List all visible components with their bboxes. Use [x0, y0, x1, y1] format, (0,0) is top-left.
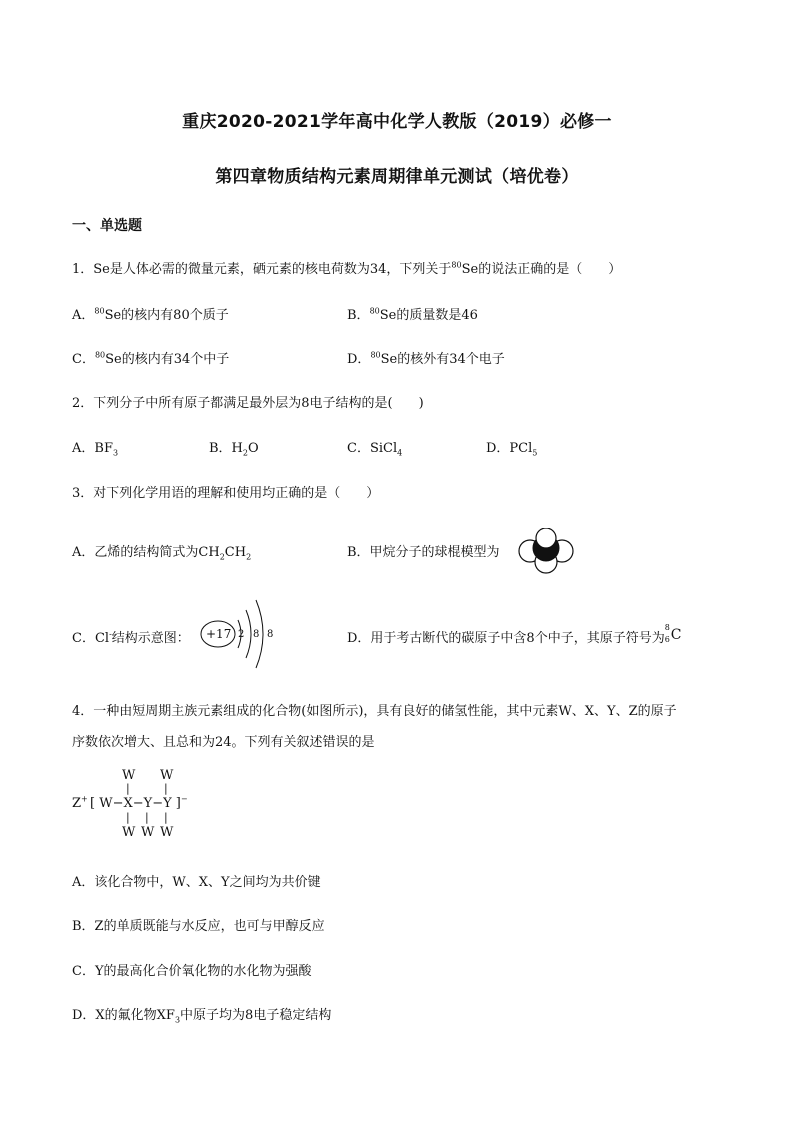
q2-a-sub: 3 [112, 448, 119, 458]
q1-stem-part-b: Se的说法正确的是（ ） [461, 262, 622, 277]
section-heading: 一、单选题 [72, 218, 142, 234]
q3-a-sub2: 2 [246, 552, 252, 562]
q2-c-sub: 4 [397, 448, 403, 458]
q3-c-label: C．Cl [72, 631, 110, 646]
q3-option-b[interactable] [347, 541, 500, 560]
question-4-stem-line2: 序数依次增大、且总和为24。下列有关叙述错误的是 [72, 735, 375, 750]
formula-anion-row: [ W−X−Y−Y ] [90, 796, 181, 811]
q3-option-c[interactable] [72, 627, 190, 646]
formula-z-ion [72, 796, 88, 811]
question-1-stem [72, 258, 621, 277]
q1-b-label: B． [347, 308, 370, 323]
q1-mass-number: 80 [451, 260, 462, 270]
shell-1-count: 2 [238, 629, 245, 640]
page-title-line2: 第四章物质结构元素周期律单元测试（培优卷） [215, 167, 579, 187]
q1-b-sup: 80 [369, 306, 380, 316]
q3-a-mid: CH [224, 545, 247, 560]
formula-bond-top1: | [126, 782, 130, 795]
methane-ball-model-icon [516, 528, 576, 574]
q3-a-sub1: 2 [219, 552, 225, 562]
q4-d-text: D．X的氟化物XF [72, 1008, 175, 1023]
q1-c-label: C． [72, 352, 95, 367]
q2-d-sub: 5 [532, 448, 538, 458]
question-4-stem-line1: 4．一种由短周期主族元素组成的化合物(如图所示)，具有良好的储氢性能，其中元素W、X、Y、Z的原子 [72, 704, 677, 719]
formula-top-w2: W [160, 768, 174, 783]
compound-structure-formula [72, 768, 212, 842]
q2-option-d[interactable] [486, 437, 537, 456]
q3-a-text: A．乙烯的结构简式为CH [72, 545, 220, 560]
q4-option-c[interactable]: C．Y的最高化合价氧化物的水化物为强酸 [72, 964, 312, 979]
q1-c-text: Se的核内有34个中子 [105, 352, 230, 367]
q2-b-tail: O [247, 441, 259, 456]
q4-option-d[interactable] [72, 1004, 331, 1023]
q1-b-text: Se的质量数是46 [379, 308, 478, 323]
question-3-stem: 3．对下列化学用语的理解和使用均正确的是（ ） [72, 486, 380, 501]
formula-anion [90, 796, 188, 811]
formula-bond-bottom1: | [126, 811, 130, 824]
q3-b-text: B．甲烷分子的球棍模型为 [347, 545, 500, 560]
q2-b-sub: 2 [242, 448, 248, 458]
q2-option-b[interactable] [209, 437, 259, 456]
q3-c-sup: - [109, 629, 112, 639]
question-2-stem: 2．下列分子中所有原子都满足最外层为8电子结构的是( ) [72, 396, 424, 411]
isotope-atomic-number: 6 [664, 635, 670, 644]
q1-a-label: A． [72, 308, 95, 323]
q1-d-label: D． [347, 352, 371, 367]
q2-d-text: D．PCl [486, 441, 533, 456]
shell-2-count: 8 [253, 629, 260, 640]
q1-option-d[interactable] [347, 348, 505, 367]
q4-option-b[interactable]: B．Z的单质既能与水反应，也可与甲醇反应 [72, 919, 325, 934]
isotope-symbol: C [670, 627, 682, 643]
q1-option-b[interactable] [347, 304, 478, 323]
q4-option-a[interactable]: A．该化合物中，W、X、Y之间均为共价键 [72, 875, 321, 890]
q1-stem-part-a: 1．Se是人体必需的微量元素，硒元素的核电荷数为34，下列关于 [72, 262, 452, 277]
q2-option-a[interactable] [72, 437, 118, 456]
formula-anion-charge: − [180, 794, 188, 804]
formula-bond-bottom3: | [164, 811, 168, 824]
q3-option-d[interactable] [347, 623, 683, 646]
q2-option-c[interactable] [347, 437, 402, 456]
carbon-isotope-symbol [664, 623, 683, 644]
q2-b-text: B．H [209, 441, 243, 456]
q1-option-c[interactable] [72, 348, 229, 367]
q2-c-text: C．SiCl [347, 441, 398, 456]
formula-bond-bottom2: | [145, 811, 149, 824]
formula-z-charge: + [81, 794, 88, 804]
q1-a-sup: 80 [94, 306, 105, 316]
q1-d-sup: 80 [370, 350, 381, 360]
q1-option-a[interactable] [72, 304, 229, 323]
q1-d-text: Se的核外有34个电子 [380, 352, 505, 367]
isotope-mass: 8 [664, 623, 670, 632]
formula-bottom-w2: W [141, 825, 155, 840]
nucleus-charge: +17 [206, 627, 232, 641]
formula-bond-top2: | [164, 782, 168, 795]
q3-d-text: D．用于考古断代的碳原子中含8个中子，其原子符号为 [347, 631, 665, 646]
q4-d-sub: 3 [174, 1015, 181, 1025]
shell-3-count: 8 [267, 629, 274, 640]
q3-c-text: 结构示意图： [111, 631, 190, 646]
q3-option-a[interactable] [72, 541, 251, 560]
q1-a-text: Se的核内有80个质子 [104, 308, 229, 323]
formula-bottom-w3: W [160, 825, 174, 840]
formula-bottom-w1: W [122, 825, 136, 840]
formula-z: Z [72, 796, 82, 811]
chloride-ion-structure-diagram [198, 594, 282, 672]
formula-top-w1: W [122, 768, 136, 783]
q1-c-sup: 80 [94, 350, 106, 360]
q4-d-tail: 中原子均为8电子稳定结构 [180, 1008, 332, 1023]
page-title-line1: 重庆2020-2021学年高中化学人教版（2019）必修一 [182, 112, 612, 132]
q2-a-text: A．BF [72, 441, 113, 456]
